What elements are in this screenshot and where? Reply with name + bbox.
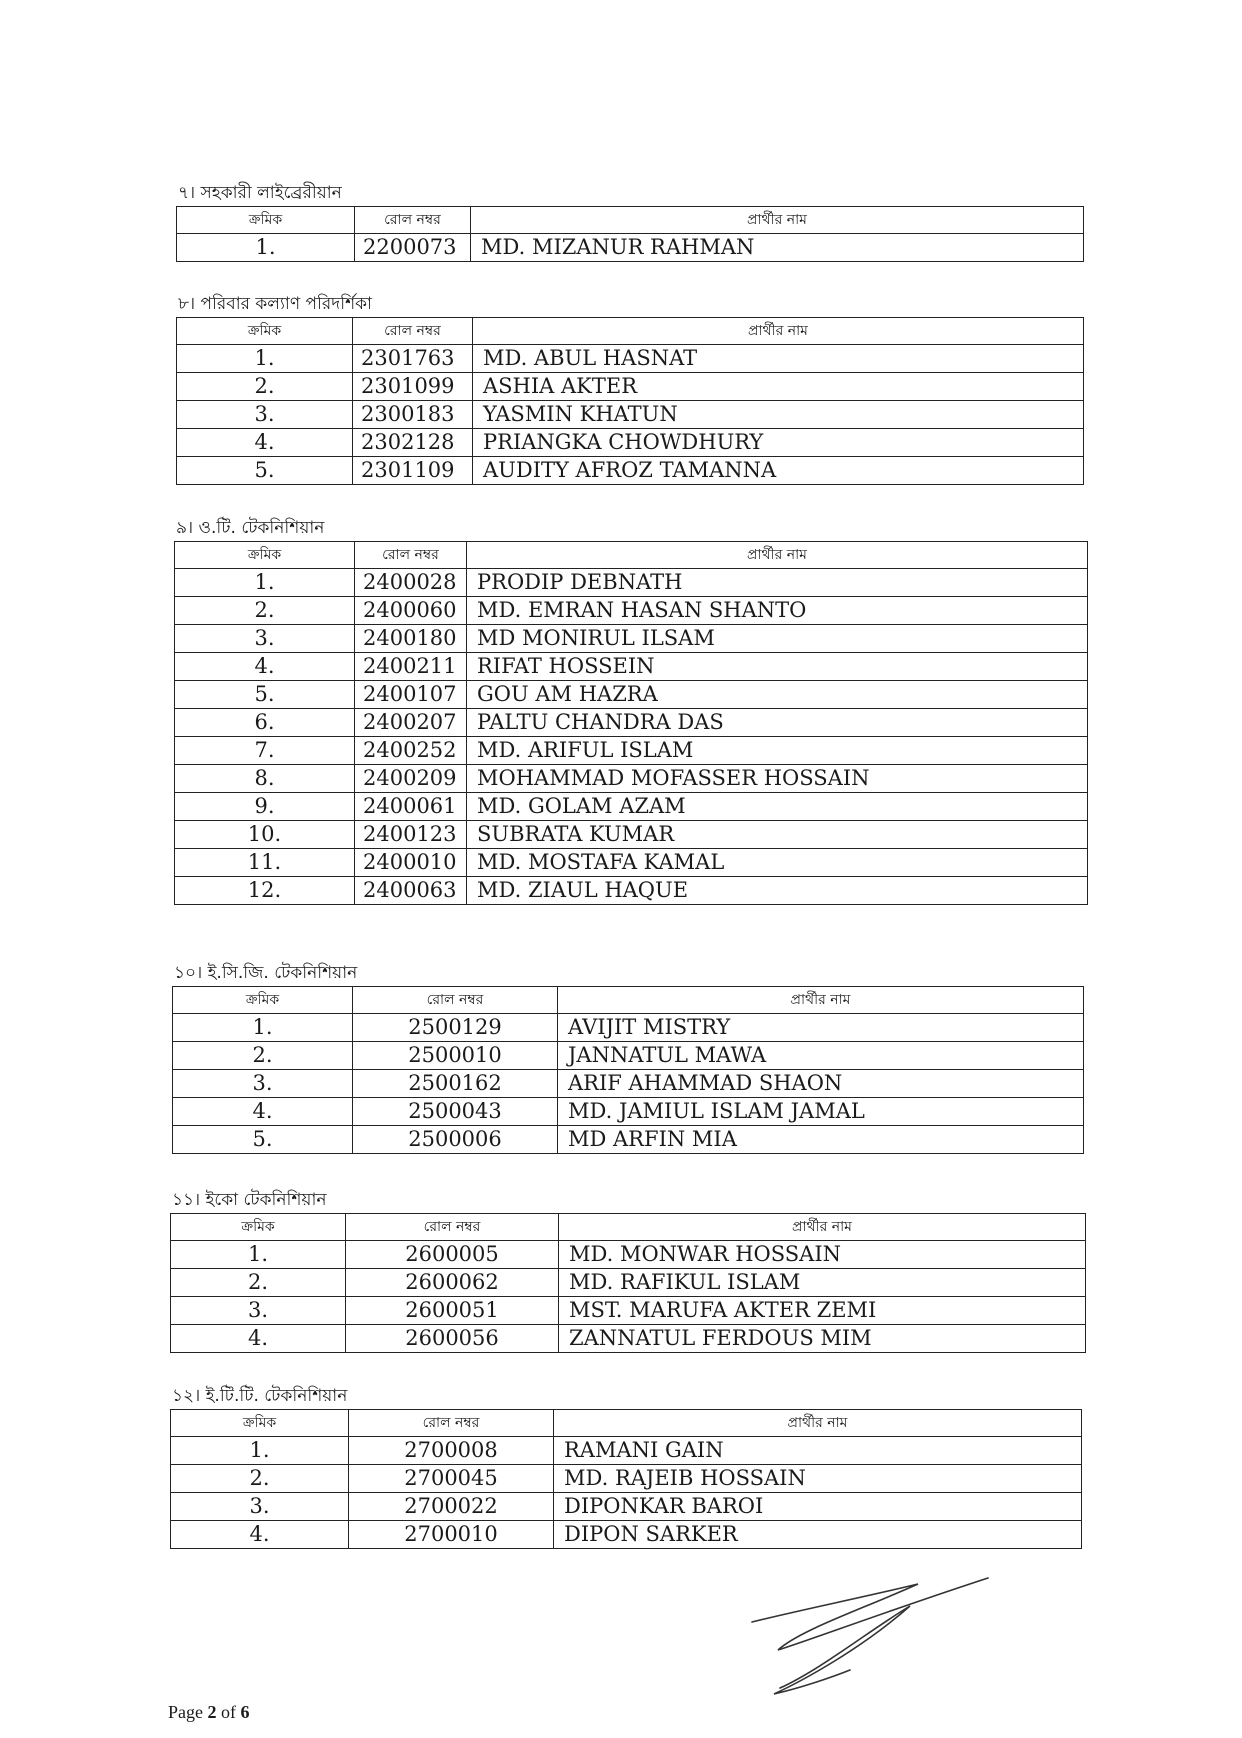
section-title: ১২। ই.টি.টি. টেকনিশিয়ান [172,1386,348,1406]
roll-cell: 2200073 [355,234,471,262]
table-row [177,234,1084,262]
table-row [171,1521,1082,1549]
roll-cell: 2400123 [355,821,467,849]
candidate-table [174,541,1088,905]
serial-cell: 3. [173,1070,353,1098]
section-ecg-technician [172,960,1084,1154]
roll-cell: 2600056 [346,1325,559,1353]
serial-cell: 11. [175,849,355,877]
header-roll: রোল নম্বর [355,542,467,569]
table-row [171,1241,1086,1269]
section-title: ১০। ই.সি.জি. টেকনিশিয়ান [174,963,358,983]
table-row [177,429,1084,457]
page-total: 6 [240,1702,250,1722]
header-serial: ক্রমিক [171,1410,349,1437]
name-cell: MD. JAMIUL ISLAM JAMAL [558,1098,1084,1126]
serial-cell: 3. [175,625,355,653]
roll-cell: 2400211 [355,653,467,681]
candidate-table [176,206,1084,262]
roll-cell: 2301763 [353,345,473,373]
name-cell: RAMANI GAIN [554,1437,1082,1465]
section-title: ৯। ও.টি. টেকনিশিয়ান [176,518,325,538]
candidate-table [170,1213,1086,1353]
serial-cell: 2. [175,597,355,625]
serial-cell: 1. [177,234,355,262]
roll-cell: 2600051 [346,1297,559,1325]
candidate-table [170,1409,1082,1549]
page-of-label: of [221,1702,236,1722]
table-header-row [171,1214,1086,1241]
table-row [175,709,1088,737]
serial-cell: 1. [171,1241,346,1269]
signature [740,1570,1000,1700]
name-cell: AUDITY AFROZ TAMANNA [473,457,1084,485]
serial-cell: 5. [173,1126,353,1154]
serial-cell: 10. [175,821,355,849]
roll-cell: 2600062 [346,1269,559,1297]
roll-cell: 2400061 [355,793,467,821]
header-name: প্রার্থীর নাম [467,542,1088,569]
name-cell: MD. EMRAN HASAN SHANTO [467,597,1088,625]
table-header-row [175,542,1088,569]
table-row [175,877,1088,905]
header-name: প্রার্থীর নাম [559,1214,1086,1241]
serial-cell: 2. [177,373,353,401]
table-row [177,401,1084,429]
name-cell: MD. ZIAUL HAQUE [467,877,1088,905]
serial-cell: 4. [171,1521,349,1549]
name-cell: MD MONIRUL ILSAM [467,625,1088,653]
serial-cell: 1. [173,1014,353,1042]
serial-cell: 1. [171,1437,349,1465]
table-row [175,569,1088,597]
table-header-row [177,318,1084,345]
roll-cell: 2400010 [355,849,467,877]
section-family-welfare-visitor [176,291,1084,485]
roll-cell: 2302128 [353,429,473,457]
table-row [173,1126,1084,1154]
header-serial: ক্রমিক [177,318,353,345]
name-cell: MD. MONWAR HOSSAIN [559,1241,1086,1269]
header-name: প্রার্থীর নাম [473,318,1084,345]
serial-cell: 1. [175,569,355,597]
serial-cell: 1. [177,345,353,373]
serial-cell: 3. [177,401,353,429]
serial-cell: 6. [175,709,355,737]
roll-cell: 2400207 [355,709,467,737]
serial-cell: 9. [175,793,355,821]
roll-cell: 2400063 [355,877,467,905]
name-cell: ZANNATUL FERDOUS MIM [559,1325,1086,1353]
table-row [175,737,1088,765]
roll-cell: 2300183 [353,401,473,429]
table-row [173,1014,1084,1042]
name-cell: MD. ARIFUL ISLAM [467,737,1088,765]
table-row [177,345,1084,373]
header-roll: রোল নম্বর [353,318,473,345]
section-title: ৭। সহকারী লাইব্রেরীয়ান [178,183,342,203]
name-cell: RIFAT HOSSEIN [467,653,1088,681]
serial-cell: 2. [173,1042,353,1070]
page-label: Page [168,1702,203,1722]
section-ett-technician [170,1383,1082,1549]
section-ot-technician [174,515,1088,905]
roll-cell: 2301109 [353,457,473,485]
name-cell: ARIF AHAMMAD SHAON [558,1070,1084,1098]
roll-cell: 2700010 [349,1521,554,1549]
table-row [175,597,1088,625]
roll-cell: 2400107 [355,681,467,709]
table-row [173,1098,1084,1126]
name-cell: MD. ABUL HASNAT [473,345,1084,373]
serial-cell: 4. [171,1325,346,1353]
table-row [177,373,1084,401]
roll-cell: 2700008 [349,1437,554,1465]
serial-cell: 5. [175,681,355,709]
page-current: 2 [207,1702,217,1722]
table-header-row [171,1410,1082,1437]
table-row [171,1493,1082,1521]
name-cell: MOHAMMAD MOFASSER HOSSAIN [467,765,1088,793]
serial-cell: 3. [171,1493,349,1521]
name-cell: SUBRATA KUMAR [467,821,1088,849]
name-cell: MD. MIZANUR RAHMAN [471,234,1084,262]
table-row [173,1042,1084,1070]
name-cell: MD. RAJEIB HOSSAIN [554,1465,1082,1493]
serial-cell: 7. [175,737,355,765]
table-row [175,821,1088,849]
serial-cell: 2. [171,1465,349,1493]
page-number [168,1702,250,1723]
header-serial: ক্রমিক [173,987,353,1014]
table-row [171,1437,1082,1465]
serial-cell: 2. [171,1269,346,1297]
roll-cell: 2400028 [355,569,467,597]
name-cell: PALTU CHANDRA DAS [467,709,1088,737]
candidate-table [176,317,1084,485]
name-cell: YASMIN KHATUN [473,401,1084,429]
header-serial: ক্রমিক [177,207,355,234]
roll-cell: 2500129 [353,1014,558,1042]
name-cell: MST. MARUFA AKTER ZEMI [559,1297,1086,1325]
roll-cell: 2400252 [355,737,467,765]
header-serial: ক্রমিক [175,542,355,569]
roll-cell: 2400209 [355,765,467,793]
roll-cell: 2301099 [353,373,473,401]
header-roll: রোল নম্বর [355,207,471,234]
name-cell: JANNATUL MAWA [558,1042,1084,1070]
header-roll: রোল নম্বর [349,1410,554,1437]
name-cell: MD. MOSTAFA KAMAL [467,849,1088,877]
section-assistant-librarian [176,180,1084,262]
table-row [175,653,1088,681]
table-row [177,457,1084,485]
table-row [171,1269,1086,1297]
section-title: ১১। ইকো টেকনিশিয়ান [172,1190,327,1210]
name-cell: MD. GOLAM AZAM [467,793,1088,821]
name-cell: MD. RAFIKUL ISLAM [559,1269,1086,1297]
candidate-table [172,986,1084,1154]
name-cell: PRODIP DEBNATH [467,569,1088,597]
roll-cell: 2600005 [346,1241,559,1269]
table-row [175,849,1088,877]
roll-cell: 2500043 [353,1098,558,1126]
name-cell: ASHIA AKTER [473,373,1084,401]
table-row [171,1465,1082,1493]
header-roll: রোল নম্বর [353,987,558,1014]
serial-cell: 12. [175,877,355,905]
roll-cell: 2500010 [353,1042,558,1070]
serial-cell: 8. [175,765,355,793]
name-cell: PRIANGKA CHOWDHURY [473,429,1084,457]
name-cell: AVIJIT MISTRY [558,1014,1084,1042]
roll-cell: 2700022 [349,1493,554,1521]
header-serial: ক্রমিক [171,1214,346,1241]
table-row [175,681,1088,709]
roll-cell: 2400180 [355,625,467,653]
table-row [171,1325,1086,1353]
serial-cell: 4. [173,1098,353,1126]
table-header-row [177,207,1084,234]
table-row [175,793,1088,821]
header-roll: রোল নম্বর [346,1214,559,1241]
header-name: প্রার্থীর নাম [558,987,1084,1014]
table-row [173,1070,1084,1098]
serial-cell: 5. [177,457,353,485]
table-row [175,625,1088,653]
roll-cell: 2500006 [353,1126,558,1154]
header-name: প্রার্থীর নাম [471,207,1084,234]
section-title: ৮। পরিবার কল্যাণ পরিদর্শিকা [178,294,372,314]
name-cell: DIPON SARKER [554,1521,1082,1549]
serial-cell: 3. [171,1297,346,1325]
name-cell: GOU AM HAZRA [467,681,1088,709]
roll-cell: 2400060 [355,597,467,625]
table-row [175,765,1088,793]
roll-cell: 2500162 [353,1070,558,1098]
table-header-row [173,987,1084,1014]
name-cell: DIPONKAR BAROI [554,1493,1082,1521]
table-row [171,1297,1086,1325]
serial-cell: 4. [175,653,355,681]
serial-cell: 4. [177,429,353,457]
roll-cell: 2700045 [349,1465,554,1493]
section-echo-technician [170,1187,1086,1353]
name-cell: MD ARFIN MIA [558,1126,1084,1154]
header-name: প্রার্থীর নাম [554,1410,1082,1437]
